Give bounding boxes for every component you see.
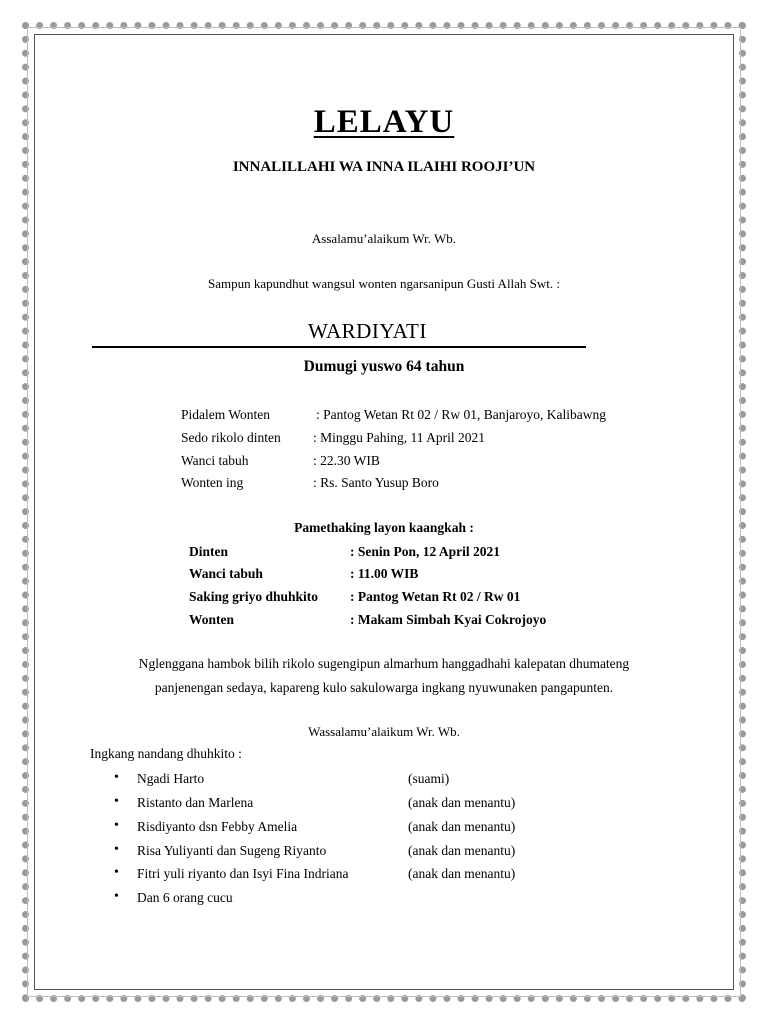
detail-label: Wanci tabuh bbox=[181, 453, 249, 468]
bullet-icon: • bbox=[114, 794, 119, 809]
family-member-relation: (suami) bbox=[408, 771, 450, 786]
funeral-label: Wanci tabuh bbox=[189, 566, 263, 581]
detail-value: : 22.30 WIB bbox=[313, 453, 380, 468]
funeral-value: : Makam Simbah Kyai Cokrojoyo bbox=[350, 612, 547, 627]
intro-text: Sampun kapundhut wangsul wonten ngarsanipun Gusti Allah Swt. : bbox=[207, 276, 561, 291]
closing-greeting: Wassalamu’alaikum Wr. Wb. bbox=[308, 724, 460, 739]
bullet-icon: • bbox=[114, 865, 119, 880]
bullet-icon: • bbox=[114, 770, 119, 785]
family-member-relation: (anak dan menantu) bbox=[408, 795, 516, 810]
apology-paragraph-line: Nglenggana hambok bilih rikolo sugengipun almarhum hanggadhahi kalepatan dhumateng bbox=[138, 656, 630, 671]
funeral-label: Dinten bbox=[189, 544, 229, 559]
detail-label: Wonten ing bbox=[181, 475, 244, 490]
family-heading: Ingkang nandang dhuhkito : bbox=[90, 746, 242, 761]
document-subtitle: INNALILLAHI WA INNA ILAIHI ROOJI’UN bbox=[232, 159, 536, 175]
family-member-relation: (anak dan menantu) bbox=[408, 843, 516, 858]
greeting: Assalamu’alaikum Wr. Wb. bbox=[311, 231, 457, 246]
funeral-value: : 11.00 WIB bbox=[350, 566, 419, 581]
funeral-value: : Senin Pon, 12 April 2021 bbox=[350, 544, 501, 559]
family-member-name: Risdiyanto dsn Febby Amelia bbox=[137, 819, 298, 834]
detail-label: Sedo rikolo dinten bbox=[181, 430, 281, 445]
bullet-icon: • bbox=[114, 818, 119, 833]
detail-label: Pidalem Wonten bbox=[181, 407, 271, 422]
bullet-icon: • bbox=[114, 889, 119, 904]
family-member-name: Risa Yuliyanti dan Sugeng Riyanto bbox=[137, 843, 327, 858]
apology-paragraph-line: panjenengan sedaya, kapareng kulo sakulowarga ingkang nyuwunaken pangapunten. bbox=[154, 680, 614, 695]
name-underline bbox=[92, 346, 586, 348]
document-title: LELAYU bbox=[313, 104, 455, 140]
bullet-icon: • bbox=[114, 842, 119, 857]
family-member-name: Ristanto dan Marlena bbox=[137, 795, 254, 810]
detail-value: : Pantog Wetan Rt 02 / Rw 01, Banjaroyo, Kalibawng bbox=[316, 407, 607, 422]
detail-value: : Minggu Pahing, 11 April 2021 bbox=[313, 430, 486, 445]
funeral-label: Wonten bbox=[189, 612, 235, 627]
family-member-name: Ngadi Harto bbox=[137, 771, 205, 786]
funeral-label: Saking griyo dhuhkito bbox=[189, 589, 319, 604]
family-member-relation: (anak dan menantu) bbox=[408, 819, 516, 834]
funeral-section-title: Pamethaking layon kaangkah : bbox=[294, 520, 474, 535]
detail-value: : Rs. Santo Yusup Boro bbox=[313, 475, 439, 490]
family-member-relation: (anak dan menantu) bbox=[408, 866, 516, 881]
age-line: Dumugi yuswo 64 tahun bbox=[303, 358, 465, 375]
family-member-name: Fitri yuli riyanto dan Isyi Fina Indriana bbox=[137, 866, 349, 881]
funeral-value: : Pantog Wetan Rt 02 / Rw 01 bbox=[350, 589, 521, 604]
deceased-name: WARDIYATI bbox=[308, 319, 427, 343]
family-member-name: Dan 6 orang cucu bbox=[137, 890, 233, 905]
